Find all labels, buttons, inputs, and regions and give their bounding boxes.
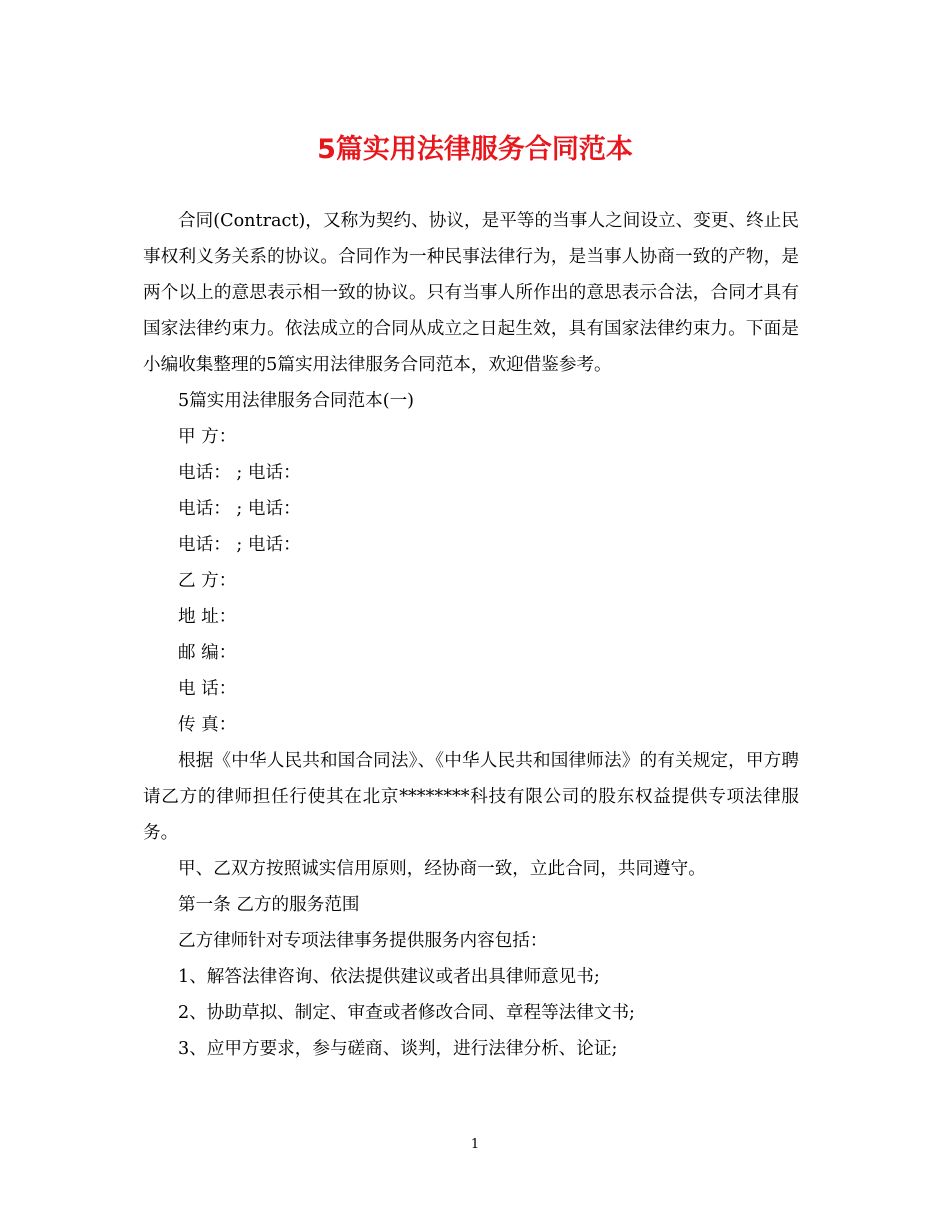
intro-paragraph: 合同(Contract)，又称为契约、协议，是平等的当事人之间设立、变更、终止民事权利义务关系的协议。合同作为一种民事法律行为，是当事人协商一致的产物，是两个以上的意思表示相一致的协议。只有当事人所作出的意思表示合法，合同才具有国家法律约束力。依法成立的合同从成立之日起生效，具有国家法律约束力。下面是小编收集整理的5篇实用法律服务合同范本，欢迎借鉴参考。 — [143, 211, 799, 375]
article-1-heading: 第一条 乙方的服务范围 — [178, 895, 360, 915]
phone-line: 电话： ; 电话： — [178, 463, 301, 483]
scope-item: 2、协助草拟、制定、审查或者修改合同、章程等法律文书; — [178, 1003, 635, 1023]
scope-intro: 乙方律师针对专项法律事务提供服务内容包括： — [178, 931, 548, 951]
page-number: 1 — [470, 1137, 480, 1152]
address-label: 地 址： — [178, 607, 237, 627]
party-a-label: 甲 方： — [178, 427, 237, 447]
document-body — [143, 203, 799, 1067]
party-b-label: 乙 方： — [178, 571, 237, 591]
phone-line: 电话： ; 电话： — [178, 499, 301, 519]
section-heading: 5篇实用法律服务合同范本(一) — [178, 391, 415, 411]
phone-line: 电话： ; 电话： — [178, 535, 301, 555]
fax-label: 传 真： — [178, 715, 237, 735]
postcode-label: 邮 编： — [178, 643, 237, 663]
document-title: 5篇实用法律服务合同范本 — [317, 134, 633, 165]
agreement-paragraph: 甲、乙双方按照诚实信用原则，经协商一致，立此合同，共同遵守。 — [178, 859, 706, 879]
scope-item: 3、应甲方要求，参与磋商、谈判，进行法律分析、论证; — [178, 1039, 618, 1059]
basis-paragraph: 根据《中华人民共和国合同法》、《中华人民共和国律师法》的有关规定，甲方聘请乙方的律师担任行使其在北京********科技有限公司的股东权益提供专项法律服务。 — [143, 751, 799, 843]
scope-item: 1、解答法律咨询、依法提供建议或者出具律师意见书; — [178, 967, 600, 987]
phone-label: 电 话： — [178, 679, 237, 699]
